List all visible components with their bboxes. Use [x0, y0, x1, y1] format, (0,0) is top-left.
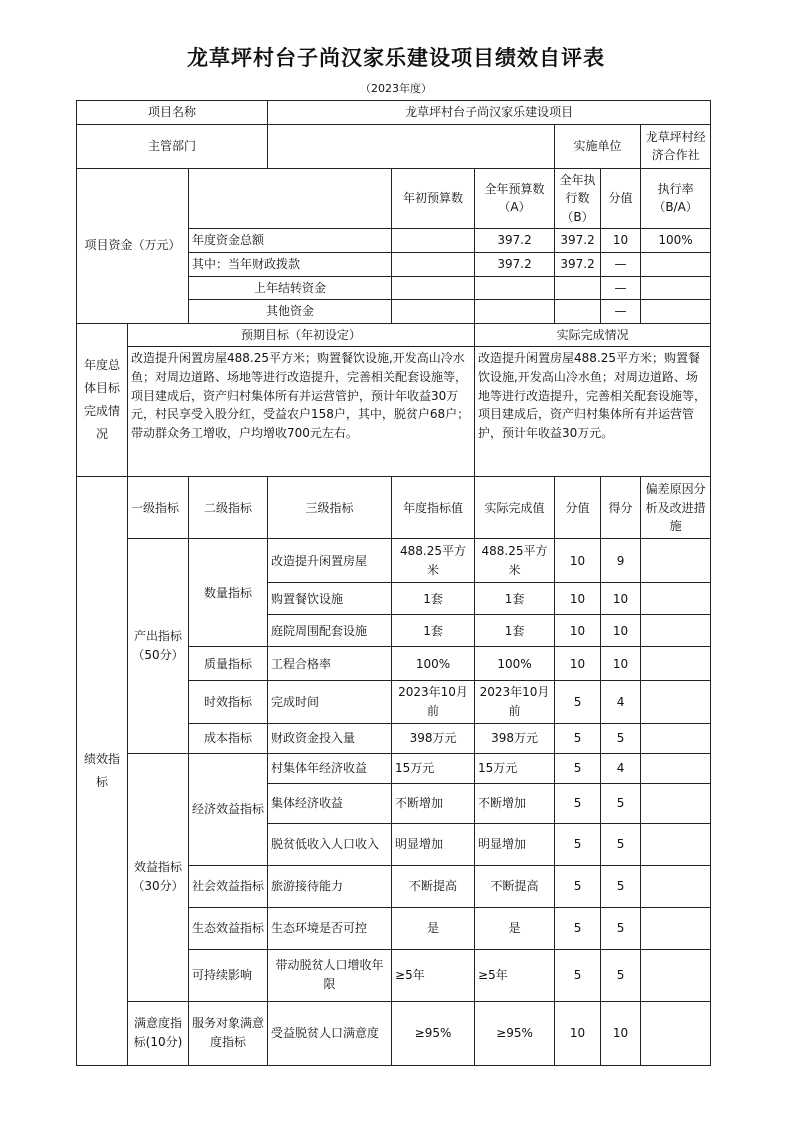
evaluation-table: [76, 100, 711, 1066]
funds-row-budget: [475, 300, 555, 324]
indicator-actual: 100%: [475, 647, 555, 681]
timeliness-label: 时效指标: [189, 681, 268, 723]
funds-row-executed: 397.2: [555, 229, 601, 253]
dept-label: 主管部门: [77, 124, 268, 168]
indicator-actual: 是: [475, 907, 555, 949]
funds-row-score-value: 10: [601, 229, 641, 253]
indicator-score: 10: [601, 583, 641, 615]
funds-row-name: 年度资金总额: [189, 229, 392, 253]
goals-header-row: [77, 323, 711, 347]
funds-header-row: [77, 168, 711, 229]
indicator-note: [641, 783, 711, 823]
funds-row-name: 其中：当年财政拨款: [189, 252, 392, 276]
goals-content-row: [77, 347, 711, 477]
indicator-value: 5: [555, 949, 601, 1001]
indicator-name: 财政资金投入量: [268, 723, 392, 753]
indicator-note: [641, 949, 711, 1001]
document-title: 龙草坪村台子尚汉家乐建设项目绩效自评表: [187, 45, 605, 70]
funds-row-rate: 100%: [641, 229, 711, 253]
perf-header-note: 偏差原因分析及改进措施: [641, 477, 711, 539]
cost-label: 成本指标: [189, 723, 268, 753]
indicator-name: 集体经济收益: [268, 783, 392, 823]
indicator-actual: ≥5年: [475, 949, 555, 1001]
indicator-score: 10: [601, 647, 641, 681]
indicator-value: 5: [555, 907, 601, 949]
indicator-value: 10: [555, 615, 601, 647]
indicator-note: [641, 723, 711, 753]
satisfaction-second-label: 服务对象满意度指标: [189, 1001, 268, 1065]
indicator-row: [77, 1001, 711, 1065]
indicator-value: 10: [555, 539, 601, 583]
funds-row-budget: [475, 276, 555, 300]
indicator-name: 脱贫低收入人口收入: [268, 823, 392, 865]
funds-header-rate-text: 执行率（B/A）: [653, 181, 698, 215]
indicator-actual: 15万元: [475, 753, 555, 783]
perf-label: 绩效指标: [77, 477, 128, 1065]
indicator-note: [641, 753, 711, 783]
indicator-target: 100%: [392, 647, 475, 681]
project-name-value: 龙草坪村台子尚汉家乐建设项目: [268, 101, 711, 125]
indicator-target: 1套: [392, 583, 475, 615]
funds-label: 项目资金（万元）: [77, 168, 189, 323]
indicator-value: 5: [555, 723, 601, 753]
project-name-label: 项目名称: [77, 101, 268, 125]
indicator-actual: 不断提高: [475, 865, 555, 907]
indicator-actual: ≥95%: [475, 1001, 555, 1065]
indicator-score: 5: [601, 907, 641, 949]
indicator-note: [641, 1001, 711, 1065]
funds-header-executed: 全年执行数（B）: [555, 168, 601, 229]
indicator-target: 398万元: [392, 723, 475, 753]
funds-row-executed: 397.2: [555, 252, 601, 276]
perf-header-row: [77, 477, 711, 539]
funds-row-score-value: —: [601, 252, 641, 276]
indicator-note: [641, 539, 711, 583]
perf-header-value: 分值: [555, 477, 601, 539]
goals-label: 年度总体目标完成情况: [77, 323, 128, 477]
unit-label: 实施单位: [555, 124, 641, 168]
output-label: 产出指标（50分）: [128, 539, 189, 753]
indicator-target: ≥5年: [392, 949, 475, 1001]
document-year: （2023年度）: [360, 82, 432, 95]
indicator-name: 受益脱贫人口满意度: [268, 1001, 392, 1065]
funds-row-initial: [392, 252, 475, 276]
economic-label: 经济效益指标: [189, 753, 268, 865]
ecological-label: 生态效益指标: [189, 907, 268, 949]
perf-header-level3: 三级指标: [268, 477, 392, 539]
indicator-actual: 488.25平方米: [475, 539, 555, 583]
funds-row-executed: [555, 276, 601, 300]
perf-header-actual: 实际完成值: [475, 477, 555, 539]
indicator-target: 488.25平方米: [392, 539, 475, 583]
indicator-name: 村集体年经济收益: [268, 753, 392, 783]
funds-header-blank: [189, 168, 392, 229]
goals-planned-text: 改造提升闲置房屋488.25平方米；购置餐饮设施,开发高山冷水鱼；对周边道路、场地等进行改造提升，完善相关配套设施等，项目建成后，资产归村集体所有并运营管护，预计年收益30万元，村民享受入股分红，受益农户158户，其中，脱贫户68户；带动群众务工增收，户均增收700元左右。: [128, 347, 475, 477]
goals-actual-text: 改造提升闲置房屋488.25平方米；购置餐饮设施,开发高山冷水鱼；对周边道路、场地等进行改造提升，完善相关配套设施等，项目建成后，资产归村集体所有并运营管护，预计年收益30万元。: [475, 347, 711, 477]
indicator-actual: 2023年10月前: [475, 681, 555, 723]
indicator-name: 购置餐饮设施: [268, 583, 392, 615]
indicator-target: 1套: [392, 615, 475, 647]
indicator-value: 5: [555, 783, 601, 823]
funds-row-name: 上年结转资金: [189, 276, 392, 300]
goals-planned-header: 预期目标（年初设定）: [128, 323, 475, 347]
funds-row-rate: [641, 252, 711, 276]
indicator-actual: 1套: [475, 583, 555, 615]
indicator-note: [641, 907, 711, 949]
perf-header-level2: 二级指标: [189, 477, 268, 539]
indicator-value: 5: [555, 823, 601, 865]
dept-value: [268, 124, 555, 168]
indicator-value: 5: [555, 865, 601, 907]
indicator-value: 5: [555, 681, 601, 723]
indicator-note: [641, 615, 711, 647]
indicator-note: [641, 823, 711, 865]
indicator-score: 5: [601, 723, 641, 753]
indicator-name: 旅游接待能力: [268, 865, 392, 907]
indicator-value: 10: [555, 647, 601, 681]
quality-label: 质量指标: [189, 647, 268, 681]
indicator-score: 5: [601, 823, 641, 865]
indicator-score: 4: [601, 681, 641, 723]
funds-row-rate: [641, 276, 711, 300]
unit-value: 龙草坪村经济合作社: [641, 124, 711, 168]
indicator-value: 10: [555, 583, 601, 615]
indicator-score: 9: [601, 539, 641, 583]
indicator-value: 5: [555, 753, 601, 783]
funds-header-score-value: 分值: [601, 168, 641, 229]
goals-actual-header: 实际完成情况: [475, 323, 711, 347]
benefit-label: 效益指标（30分）: [128, 753, 189, 1001]
indicator-note: [641, 865, 711, 907]
indicator-score: 4: [601, 753, 641, 783]
indicator-note: [641, 583, 711, 615]
funds-row-name: 其他资金: [189, 300, 392, 324]
funds-row-initial: [392, 276, 475, 300]
indicator-score: 5: [601, 865, 641, 907]
perf-header-score: 得分: [601, 477, 641, 539]
indicator-name: 带动脱贫人口增收年限: [268, 949, 392, 1001]
perf-header-target: 年度指标值: [392, 477, 475, 539]
indicator-target: 不断增加: [392, 783, 475, 823]
quantity-label: 数量指标: [189, 539, 268, 647]
indicator-name: 改造提升闲置房屋: [268, 539, 392, 583]
funds-row-budget: 397.2: [475, 229, 555, 253]
funds-row-budget: 397.2: [475, 252, 555, 276]
indicator-target: ≥95%: [392, 1001, 475, 1065]
indicator-actual: 不断增加: [475, 783, 555, 823]
funds-row-executed: [555, 300, 601, 324]
indicator-row: [77, 753, 711, 783]
indicator-actual: 398万元: [475, 723, 555, 753]
indicator-score: 5: [601, 783, 641, 823]
social-label: 社会效益指标: [189, 865, 268, 907]
perf-header-level1: 一级指标: [128, 477, 189, 539]
funds-header-budget: 全年预算数（A）: [475, 168, 555, 229]
indicator-target: 是: [392, 907, 475, 949]
indicator-value: 10: [555, 1001, 601, 1065]
sustainable-label: 可持续影响: [189, 949, 268, 1001]
indicator-target: 15万元: [392, 753, 475, 783]
project-name-row: [77, 101, 711, 125]
indicator-actual: 1套: [475, 615, 555, 647]
satisfaction-label: 满意度指标(10分): [128, 1001, 189, 1065]
indicator-score: 10: [601, 615, 641, 647]
indicator-target: 明显增加: [392, 823, 475, 865]
indicator-score: 10: [601, 1001, 641, 1065]
funds-row-rate: [641, 300, 711, 324]
department-row: [77, 124, 711, 168]
funds-row-initial: [392, 300, 475, 324]
funds-row-score-value: —: [601, 276, 641, 300]
funds-header-initial: 年初预算数: [392, 168, 475, 229]
indicator-actual: 明显增加: [475, 823, 555, 865]
indicator-name: 完成时间: [268, 681, 392, 723]
indicator-note: [641, 647, 711, 681]
indicator-score: 5: [601, 949, 641, 1001]
indicator-name: 生态环境是否可控: [268, 907, 392, 949]
funds-row-initial: [392, 229, 475, 253]
indicator-name: 庭院周围配套设施: [268, 615, 392, 647]
indicator-row: [77, 539, 711, 583]
indicator-name: 工程合格率: [268, 647, 392, 681]
indicator-target: 不断提高: [392, 865, 475, 907]
funds-header-rate: [641, 168, 711, 229]
indicator-note: [641, 681, 711, 723]
funds-row-score-value: —: [601, 300, 641, 324]
indicator-target: 2023年10月前: [392, 681, 475, 723]
